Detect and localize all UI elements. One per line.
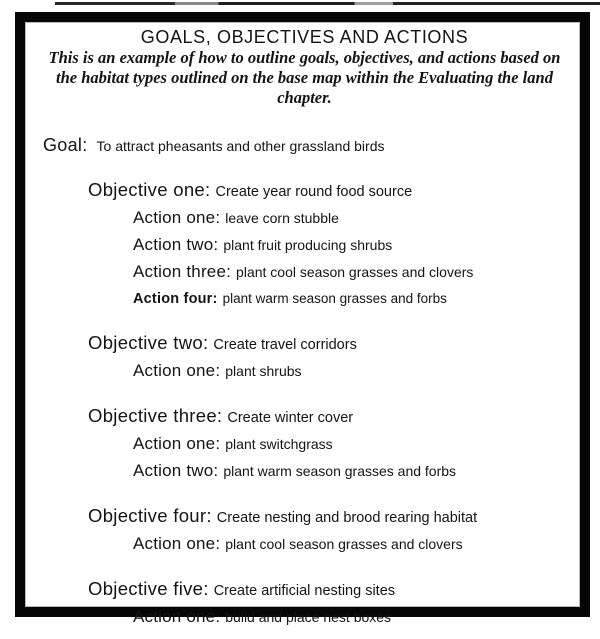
objective-label: Objective two:: [88, 332, 209, 353]
action-text: plant cool season grasses and clovers: [236, 264, 474, 280]
action-label: Action two:: [133, 461, 219, 480]
goal-text: To attract pheasants and other grassland birds: [96, 138, 385, 154]
objective-line: [88, 177, 566, 205]
objective-text: Create travel corridors: [213, 337, 357, 353]
action-label: Action four:: [133, 291, 218, 307]
document-content: [25, 22, 580, 631]
action-line: [133, 431, 566, 458]
actions-list: [133, 604, 566, 631]
action-text: plant cool season grasses and clovers: [225, 536, 463, 552]
action-text: plant fruit producing shrubs: [223, 237, 393, 253]
action-line: [133, 358, 566, 385]
action-line: [133, 205, 566, 232]
action-text: plant warm season grasses and forbs: [222, 291, 447, 306]
objective-label: Objective five:: [88, 578, 209, 599]
action-text: leave corn stubble: [225, 210, 339, 226]
action-text: build and place nest boxes: [225, 609, 392, 625]
scan-artifact-line: [55, 2, 600, 5]
actions-list: [133, 205, 566, 312]
objective-group-five: [88, 576, 566, 631]
objective-line: [88, 403, 566, 431]
action-label: Action three:: [133, 262, 232, 281]
objective-text: Create year round food source: [215, 184, 413, 200]
goal-line: [43, 132, 566, 159]
objective-text: Create artificial nesting sites: [213, 583, 396, 599]
objective-group-three: [88, 403, 566, 485]
actions-list: [133, 531, 566, 558]
action-line: [133, 458, 566, 485]
objective-line: [88, 330, 566, 358]
objective-group-two: [88, 330, 566, 385]
actions-list: [133, 358, 566, 385]
action-label: Action two:: [133, 235, 219, 254]
action-text: plant switchgrass: [225, 436, 333, 452]
objective-group-four: [88, 503, 566, 558]
action-label: Action one:: [133, 434, 221, 453]
objective-text: Create winter cover: [227, 410, 354, 426]
action-line: [133, 604, 566, 631]
objective-label: Objective three:: [88, 405, 223, 426]
action-label: Action one:: [133, 534, 221, 553]
objective-group-one: [88, 177, 566, 312]
document-title: GOALS, OBJECTIVES AND ACTIONS: [140, 27, 469, 47]
document-subtitle: This is an example of how to outline goals, objectives, and actions based on the habitat types outlined on the base map within the Evaluating the land chapter.: [48, 48, 561, 107]
action-line: [133, 259, 566, 286]
objective-label: Objective one:: [88, 179, 211, 200]
action-line: [133, 232, 566, 259]
action-label: Action one:: [133, 361, 221, 380]
action-text: plant warm season grasses and forbs: [223, 463, 457, 479]
objective-label: Objective four:: [88, 505, 212, 526]
objective-line: [88, 576, 566, 604]
action-label: Action one:: [133, 607, 221, 626]
goal-label: Goal:: [43, 135, 88, 155]
actions-list: [133, 431, 566, 485]
action-line: [133, 531, 566, 558]
action-text: plant shrubs: [225, 363, 302, 379]
document-frame: [15, 12, 590, 626]
objective-line: [88, 503, 566, 531]
objective-text: Create nesting and brood rearing habitat: [216, 510, 478, 526]
action-label: Action one:: [133, 208, 221, 227]
action-line: [133, 286, 566, 312]
